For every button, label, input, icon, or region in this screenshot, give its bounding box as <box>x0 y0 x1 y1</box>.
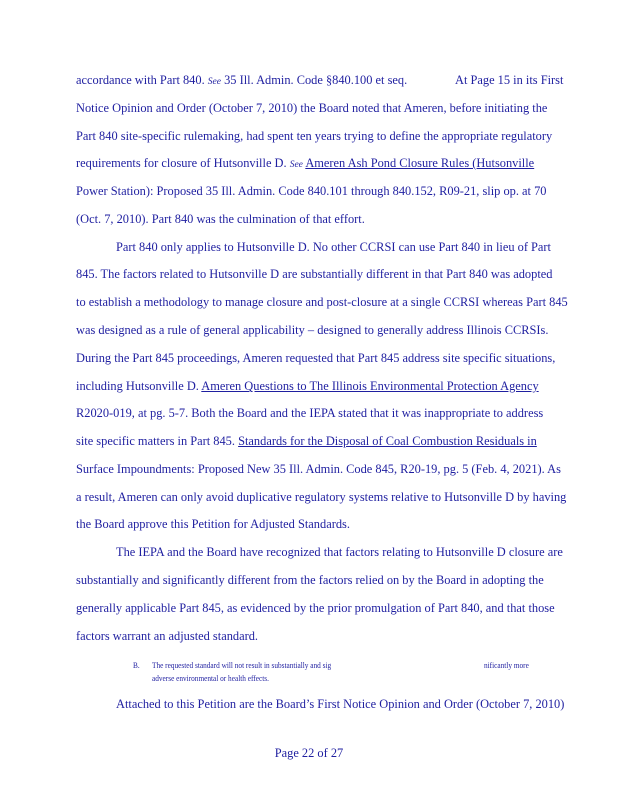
p1-line-4: requirements for closure of Hutsonville D. See Ameren Ash Pond Closure Rules (Hutsonville <box>76 156 535 170</box>
p3-line-4: factors warrant an adjusted standard. <box>76 629 258 643</box>
p4-line-1: Attached to this Petition are the Board’s First Notice Opinion and Order (October 7, 2010) <box>116 697 565 711</box>
p2-line-7: R2020-019, at pg. 5-7. Both the Board and the IEPA stated that it was inappropriate to address <box>76 406 544 420</box>
citation-hutsonville-closure-rules[interactable]: Ameren Ash Pond Closure Rules (Hutsonville <box>305 156 535 170</box>
citation-ameren-questions[interactable]: Ameren Questions to The Illinois Environmental Protection Agency <box>201 379 539 393</box>
p2-line-8: site specific matters in Part 845. Standards for the Disposal of Coal Combustion Residuals in <box>76 434 537 448</box>
p3-line-3: generally applicable Part 845, as evidenced by the prior promulgation of Part 840, and that those <box>76 601 555 615</box>
p1-line-6: (Oct. 7, 2010). Part 840 was the culmination of that effort. <box>76 212 365 226</box>
p2-line-5: During the Part 845 proceedings, Ameren requested that Part 845 address site specific situations, <box>76 351 556 365</box>
p1-line-2: Notice Opinion and Order (October 7, 2010) the Board noted that Ameren, before initiating the <box>76 101 548 115</box>
section-b-heading-line-1-end: nificantly more <box>484 660 529 670</box>
p2-line-2: 845. The factors related to Hutsonville D are substantially different in that Part 840 was adopted <box>76 267 553 281</box>
p1-line-1-right: At Page 15 in its First <box>455 73 564 87</box>
p2-line-9: Surface Impoundments: Proposed New 35 Ill. Admin. Code 845, R20-19, pg. 5 (Feb. 4, 2021). As <box>76 462 561 476</box>
p2-line-1: Part 840 only applies to Hutsonville D. No other CCRSI can use Part 840 in lieu of Part <box>116 240 552 254</box>
section-b-heading-line-1: The requested standard will not result in substantially and sig <box>152 660 332 670</box>
page-number: Page 22 of 27 <box>274 746 344 760</box>
section-b-heading-line-2: adverse environmental or health effects. <box>152 673 269 683</box>
p1-line-3: Part 840 site-specific rulemaking, had spent ten years trying to define the appropriate regulatory <box>76 129 553 143</box>
p2-line-4: was designed as a rule of general applicability – designed to generally address Illinois CCRSIs. <box>76 323 549 337</box>
section-b-letter: B. <box>133 660 140 670</box>
p3-line-1: The IEPA and the Board have recognized that factors relating to Hutsonville D closure are <box>116 545 563 559</box>
p2-line-6: including Hutsonville D. Ameren Questions to The Illinois Environmental Protection Agency <box>76 379 539 393</box>
p2-line-11: the Board approve this Petition for Adjusted Standards. <box>76 517 350 531</box>
p1-line-1: accordance with Part 840. See 35 Ill. Admin. Code §840.100 et seq. <box>76 73 408 87</box>
citation-ccr-standards[interactable]: Standards for the Disposal of Coal Combustion Residuals in <box>238 434 537 448</box>
p3-line-2: substantially and significantly different from the factors relied on by the Board in adopting the <box>76 573 544 587</box>
p2-line-3: to establish a methodology to manage closure and post-closure at a single CCRSI whereas Part 845 <box>76 295 568 309</box>
p2-line-10: a result, Ameren can only avoid duplicative regulatory systems relative to Hutsonville D by having <box>76 490 567 504</box>
p1-line-5: Power Station): Proposed 35 Ill. Admin. Code 840.101 through 840.152, R09-21, slip op. at 70 <box>76 184 547 198</box>
